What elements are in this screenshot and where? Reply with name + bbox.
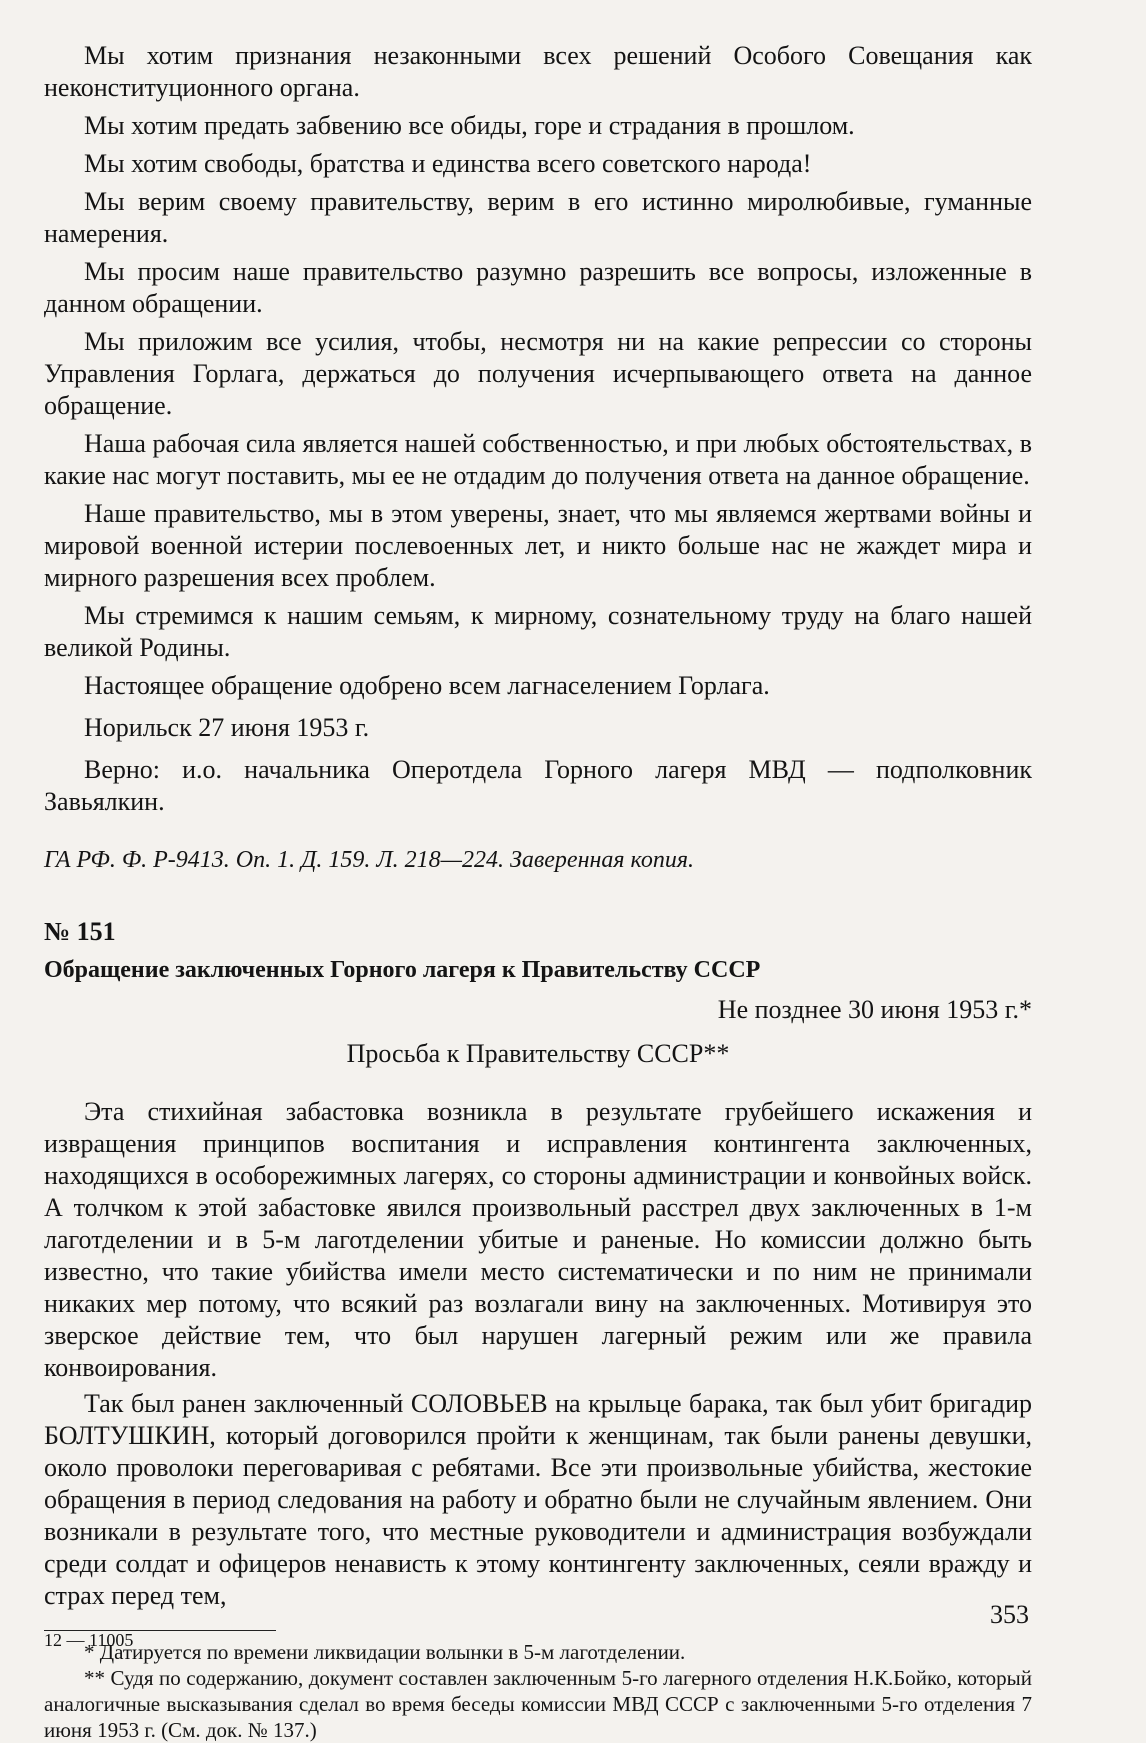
paragraph: Мы стремимся к нашим семьям, к мирному, сознательному труду на благо нашей великой Родины.: [44, 601, 1032, 662]
document-subtitle: Просьба к Правительству СССР**: [346, 1039, 730, 1068]
document-date: Не позднее 30 июня 1953 г.*: [717, 995, 1032, 1024]
body-paragraph: Так был ранен заключенный СОЛОВЬЕВ на крыльце барака, так был убит бригадир БОЛТУШКИН, который договорился пройти к женщинам, так были ранены девушки, около проволоки переговаривая с ребятами. Все эти произвольные убийства, жестокие обращения в период следования на работу и обратно были не случайным явлением. Они возникали в результате того, что местные руководители и администрация возбуждали среди солдат и офицеров ненависть к этому контингенту заключенных, сеяли вражду и страх перед тем,: [44, 1389, 1032, 1610]
paragraph: Мы хотим признания незаконными всех решений Особого Совещания как неконституционного органа.: [44, 41, 1032, 102]
footnote: ** Судя по содержанию, документ составлен заключенным 5-го лагерного отделения Н.К.Бойко, который аналогичные высказывания сделал во время беседы комиссии МВД СССР с заключенными 5-го отделения 7 июня 1953 г. (См. док. № 137.): [44, 1666, 1032, 1742]
place-date: Норильск 27 июня 1953 г.: [84, 713, 370, 742]
paragraph: Наше правительство, мы в этом уверены, знает, что мы являемся жертвами войны и мировой военной истерии послевоенных лет, и никто больше нас не жаждет мира и мирного разрешения всех проблем.: [44, 499, 1032, 592]
paragraph: Мы хотим свободы, братства и единства всего советского народа!: [84, 149, 812, 178]
footnote: * Датируется по времени ликвидации волынки в 5-м лаготделении.: [84, 1640, 686, 1664]
printer-signature-mark: 12 — 11005: [44, 1630, 134, 1650]
document-number: № 151: [44, 917, 116, 946]
paragraph: Настоящее обращение одобрено всем лагнаселением Горлага.: [84, 671, 770, 700]
paragraph: Мы просим наше правительство разумно разрешить все вопросы, изложенные в данном обращении.: [44, 257, 1032, 318]
paragraph: Мы приложим все усилия, чтобы, несмотря ни на какие репрессии со стороны Управления Горлага, держаться до получения исчерпывающего ответа на данное обращение.: [44, 327, 1032, 420]
page-number: 353: [990, 1600, 1029, 1629]
archive-reference: ГА РФ. Ф. Р-9413. Оп. 1. Д. 159. Л. 218—224. Заверенная копия.: [44, 847, 695, 873]
paragraph: Мы хотим предать забвению все обиды, горе и страдания в прошлом.: [84, 111, 855, 140]
paragraph: Наша рабочая сила является нашей собственностью, и при любых обстоятельствах, в какие нас могут поставить, мы ее не отдадим до получения ответа на данное обращение.: [44, 429, 1032, 490]
page-content: [44, 40, 1032, 1743]
certification: Верно: и.о. начальника Оперотдела Горного лагеря МВД — подполковник Завьялкин.: [44, 755, 1032, 816]
paragraph: Мы верим своему правительству, верим в его истинно миролюбивые, гуманные намерения.: [44, 187, 1032, 248]
body-paragraph: Эта стихийная забастовка возникла в результате грубейшего искажения и извращения принципов воспитания и исправления контингента заключенных, находящихся в особорежимных лагерях, со стороны администрации и конвойных войск. А толчком к этой забастовке явился произвольный расстрел двух заключенных в 1-м лаготделении и в 5-м лаготделении убитые и раненые. Но комиссии должно быть известно, что такие убийства имели место систематически и по ним не принимали никаких мер потому, что всякий раз возлагали вину на заключенных. Мотивируя это зверское действие тем, что был нарушен лагерный режим или же правила конвоирования.: [44, 1097, 1032, 1382]
document-title: Обращение заключенных Горного лагеря к Правительству СССР: [44, 957, 761, 983]
